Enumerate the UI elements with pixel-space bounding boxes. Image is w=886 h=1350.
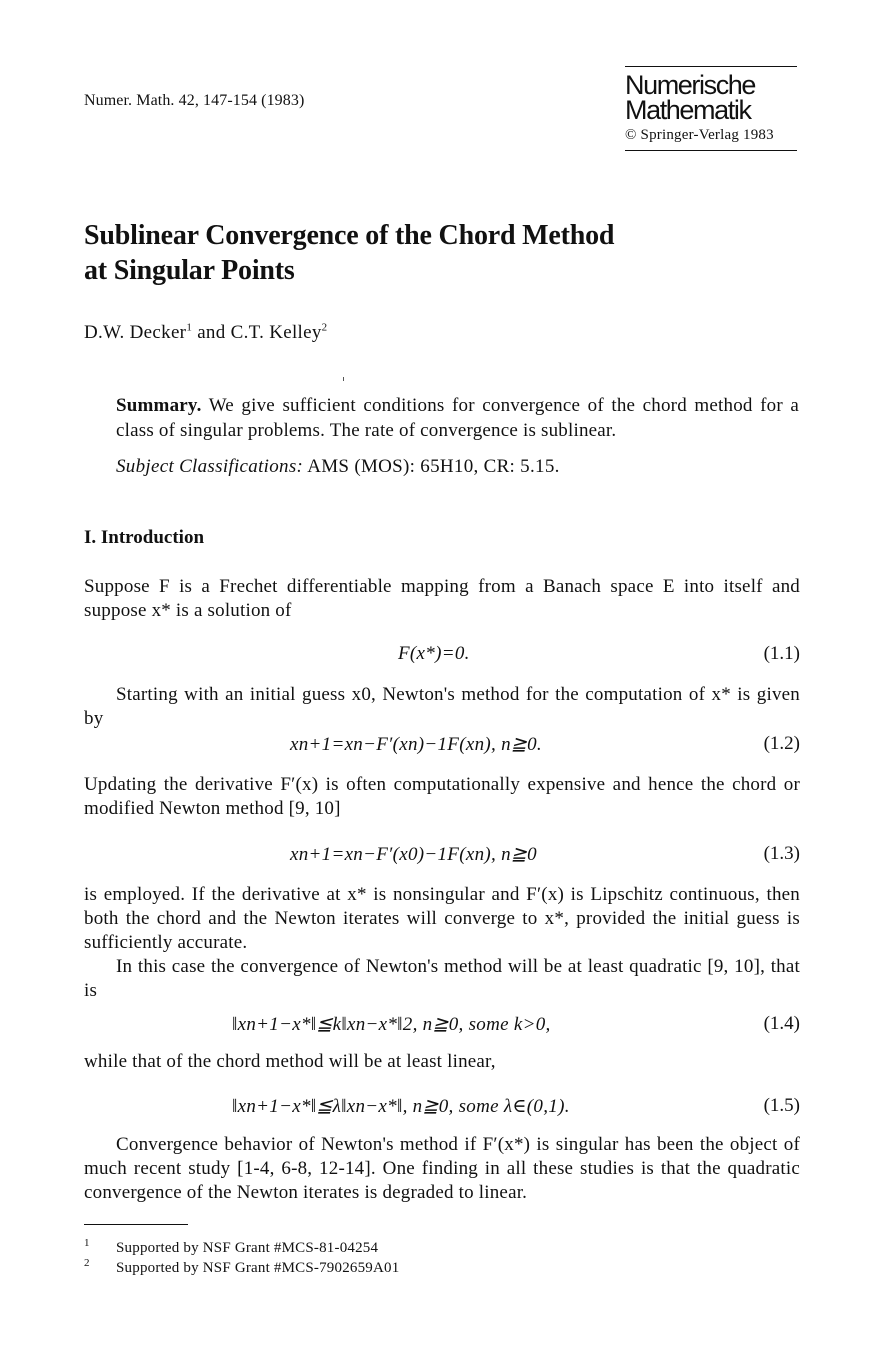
footnote-ref-2: 2 bbox=[321, 321, 328, 334]
footnote-rule bbox=[84, 1224, 188, 1225]
journal-name-line1: Numerische bbox=[625, 70, 756, 100]
copyright-notice: © Springer-Verlag 1983 bbox=[625, 127, 774, 143]
footnote-1-text: Supported by NSF Grant #MCS-81-04254 bbox=[116, 1240, 379, 1256]
author-decker: D.W. Decker bbox=[84, 322, 187, 343]
paragraph-2: Starting with an initial guess x0, Newton's method for the computation of x* is given by bbox=[84, 684, 800, 729]
paragraph-5: In this case the convergence of Newton's method will be at least quadratic [9, 10], that is bbox=[84, 956, 800, 1001]
paragraph-7: Convergence behavior of Newton's method if F′(x*) is singular has been the object of much recent study [1-4, 6-8, 12-14]. One finding in all these studies is that the quadratic convergence of the Newton iterates is degraded to linear. bbox=[84, 1134, 800, 1203]
journal-masthead bbox=[625, 66, 797, 151]
subjects-label: Subject Classifications: bbox=[116, 456, 304, 477]
footnote-ref-1: 1 bbox=[186, 321, 193, 334]
scan-speck bbox=[343, 377, 344, 381]
equation-1-5: ‖xn+1−x*‖≦λ‖xn−x*‖, n≧0, some λ∈(0,1). bbox=[232, 1096, 570, 1117]
summary-text: We give sufficient conditions for convergence of the chord method for a class of singular problems. The rate of convergence is sublinear. bbox=[116, 395, 799, 441]
author-conjunction: and bbox=[197, 322, 226, 343]
equation-1-4-number: (1.4) bbox=[763, 1013, 800, 1034]
equation-1-1: F(x*)=0. bbox=[398, 643, 470, 664]
equation-1-4: ‖xn+1−x*‖≦k‖xn−x*‖2, n≧0, some k>0, bbox=[232, 1014, 551, 1035]
paragraph-1: Suppose F is a Frechet differentiable mapping from a Banach space E into itself and suppose x* is a solution of bbox=[84, 576, 800, 621]
title-line-2: at Singular Points bbox=[84, 255, 295, 286]
paper-title bbox=[84, 218, 614, 288]
equation-1-5-number: (1.5) bbox=[763, 1095, 800, 1116]
section-heading: I. Introduction bbox=[84, 527, 205, 548]
equation-1-3-number: (1.3) bbox=[763, 843, 800, 864]
equation-1-3: xn+1=xn−F′(x0)−1F(xn), n≧0 bbox=[290, 844, 537, 865]
footnote-2: 2 Supported by NSF Grant #MCS-7902659A01 bbox=[84, 1257, 400, 1276]
footnote-2-text: Supported by NSF Grant #MCS-7902659A01 bbox=[116, 1260, 400, 1276]
masthead-bottom-rule bbox=[625, 150, 797, 151]
equation-1-2: xn+1=xn−F′(xn)−1F(xn), n≧0. bbox=[290, 734, 542, 755]
equation-1-2-number: (1.2) bbox=[763, 733, 800, 754]
journal-citation: Numer. Math. 42, 147-154 (1983) bbox=[84, 92, 305, 109]
paragraph-3: Updating the derivative F′(x) is often computationally expensive and hence the chord or modified Newton method [9, 10] bbox=[84, 774, 800, 819]
subject-classifications bbox=[116, 456, 560, 478]
summary-label: Summary. bbox=[116, 395, 202, 416]
summary-paragraph bbox=[116, 393, 799, 443]
title-line-1: Sublinear Convergence of the Chord Method bbox=[84, 220, 615, 251]
subjects-text: AMS (MOS): 65H10, CR: 5.15. bbox=[307, 456, 560, 477]
author-kelley: C.T. Kelley bbox=[230, 322, 322, 343]
paragraph-6: while that of the chord method will be at least linear, bbox=[84, 1051, 496, 1072]
journal-name-line2: Mathematik bbox=[625, 95, 751, 125]
author-line bbox=[84, 322, 327, 344]
masthead-top-rule bbox=[625, 66, 797, 67]
paragraph-4: is employed. If the derivative at x* is nonsingular and F′(x) is Lipschitz continuous, then both the chord and the Newton iterates will converge to x*, provided the initial guess is sufficiently accurate. bbox=[84, 884, 800, 953]
footnote-1: 1 Supported by NSF Grant #MCS-81-04254 bbox=[84, 1237, 379, 1256]
equation-1-1-number: (1.1) bbox=[763, 643, 800, 664]
